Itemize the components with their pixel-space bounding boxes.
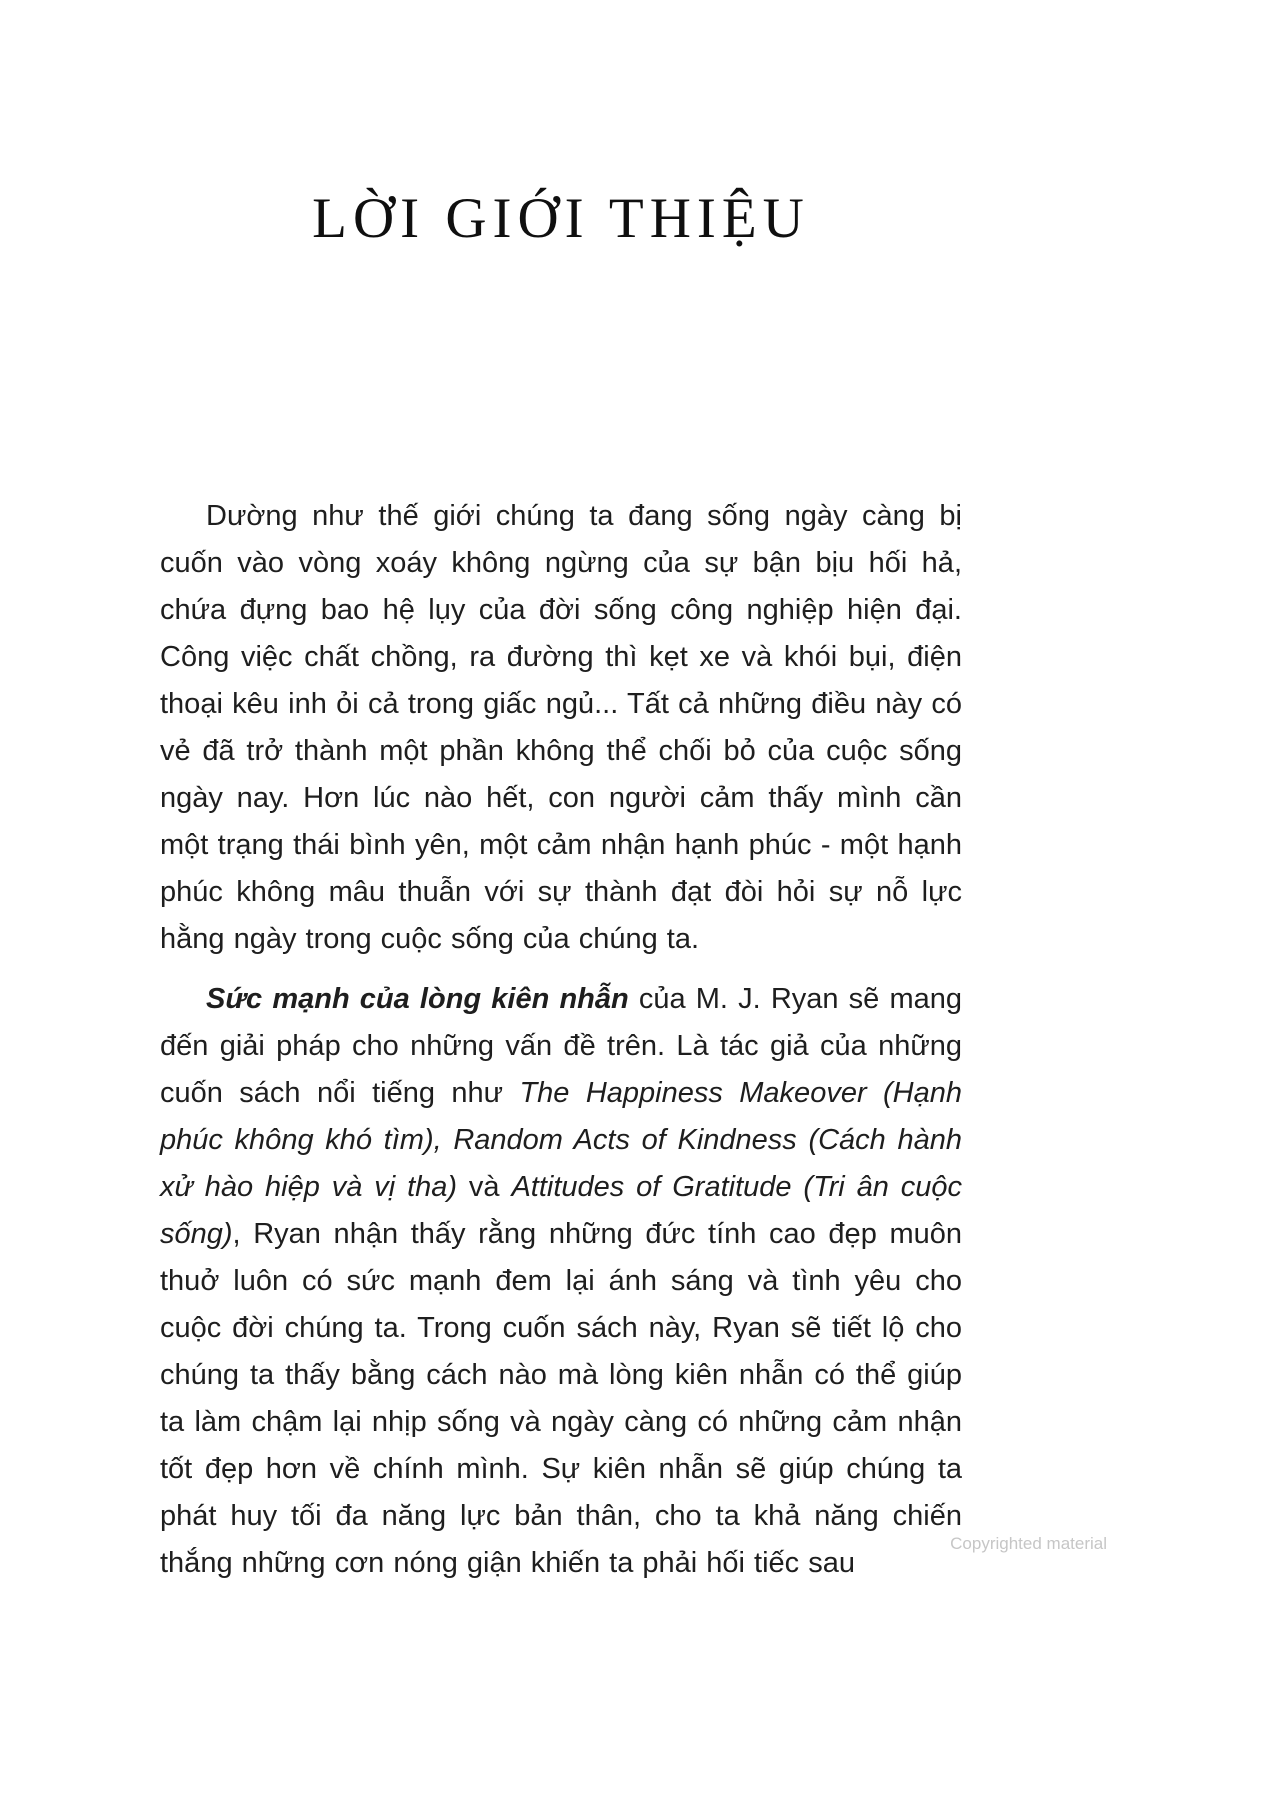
paragraph: [160, 493, 962, 963]
text-run: của M. J. Ryan sẽ mang đến giải pháp cho những vấn đề trên. Là tác giả của những cuốn sách nổi tiếng như: [160, 982, 962, 1109]
page-content: [160, 0, 962, 1600]
paragraph: [160, 976, 962, 1587]
text-run: và: [457, 1170, 512, 1203]
copyright-watermark: Copyrighted material: [950, 1534, 1107, 1553]
text-run: , Ryan nhận thấy rằng những đức tính cao đẹp muôn thuở luôn có sức mạnh đem lại ánh sáng và tình yêu cho cuộc đời chúng ta. Trong cuốn sách này, Ryan sẽ tiết lộ cho chúng ta thấy bằng cách nào mà lòng kiên nhẫn có thể giúp ta làm chậm lại nhịp sống và ngày càng có những cảm nhận tốt đẹp hơn về chính mình. Sự kiên nhẫn sẽ giúp chúng ta phát huy tối đa năng lực bản thân, cho ta khả năng chiến thắng những cơn nóng giận khiến ta phải hối tiếc sau: [160, 1217, 962, 1579]
italic-text-run: Attitudes of Gratitude (Tri ân cuộc sống): [160, 1170, 963, 1250]
paragraphs: [160, 493, 962, 1587]
bold-italic-text-run: Sức mạnh của lòng kiên nhẫn: [206, 982, 629, 1015]
page-title: LỜI GIỚI THIỆU: [312, 187, 810, 250]
text-run: Dường như thế giới chúng ta đang sống ngày càng bị cuốn vào vòng xoáy không ngừng của sự bận bịu hối hả, chứa đựng bao hệ lụy của đời sống công nghiệp hiện đại. Công việc chất chồng, ra đường thì kẹt xe và khói bụi, điện thoại kêu inh ỏi cả trong giấc ngủ... Tất cả những điều này có vẻ đã trở thành một phần không thể chối bỏ của cuộc sống ngày nay. Hơn lúc nào hết, con người cảm thấy mình cần một trạng thái bình yên, một cảm nhận hạnh phúc - một hạnh phúc không mâu thuẫn với sự thành đạt đòi hỏi sự nỗ lực hằng ngày trong cuộc sống của chúng ta.: [160, 499, 962, 955]
italic-text-run: The Happiness Makeover (Hạnh phúc không khó tìm), Random Acts of Kindness (Cách hành xử hào hiệp và vị tha): [160, 1076, 962, 1203]
